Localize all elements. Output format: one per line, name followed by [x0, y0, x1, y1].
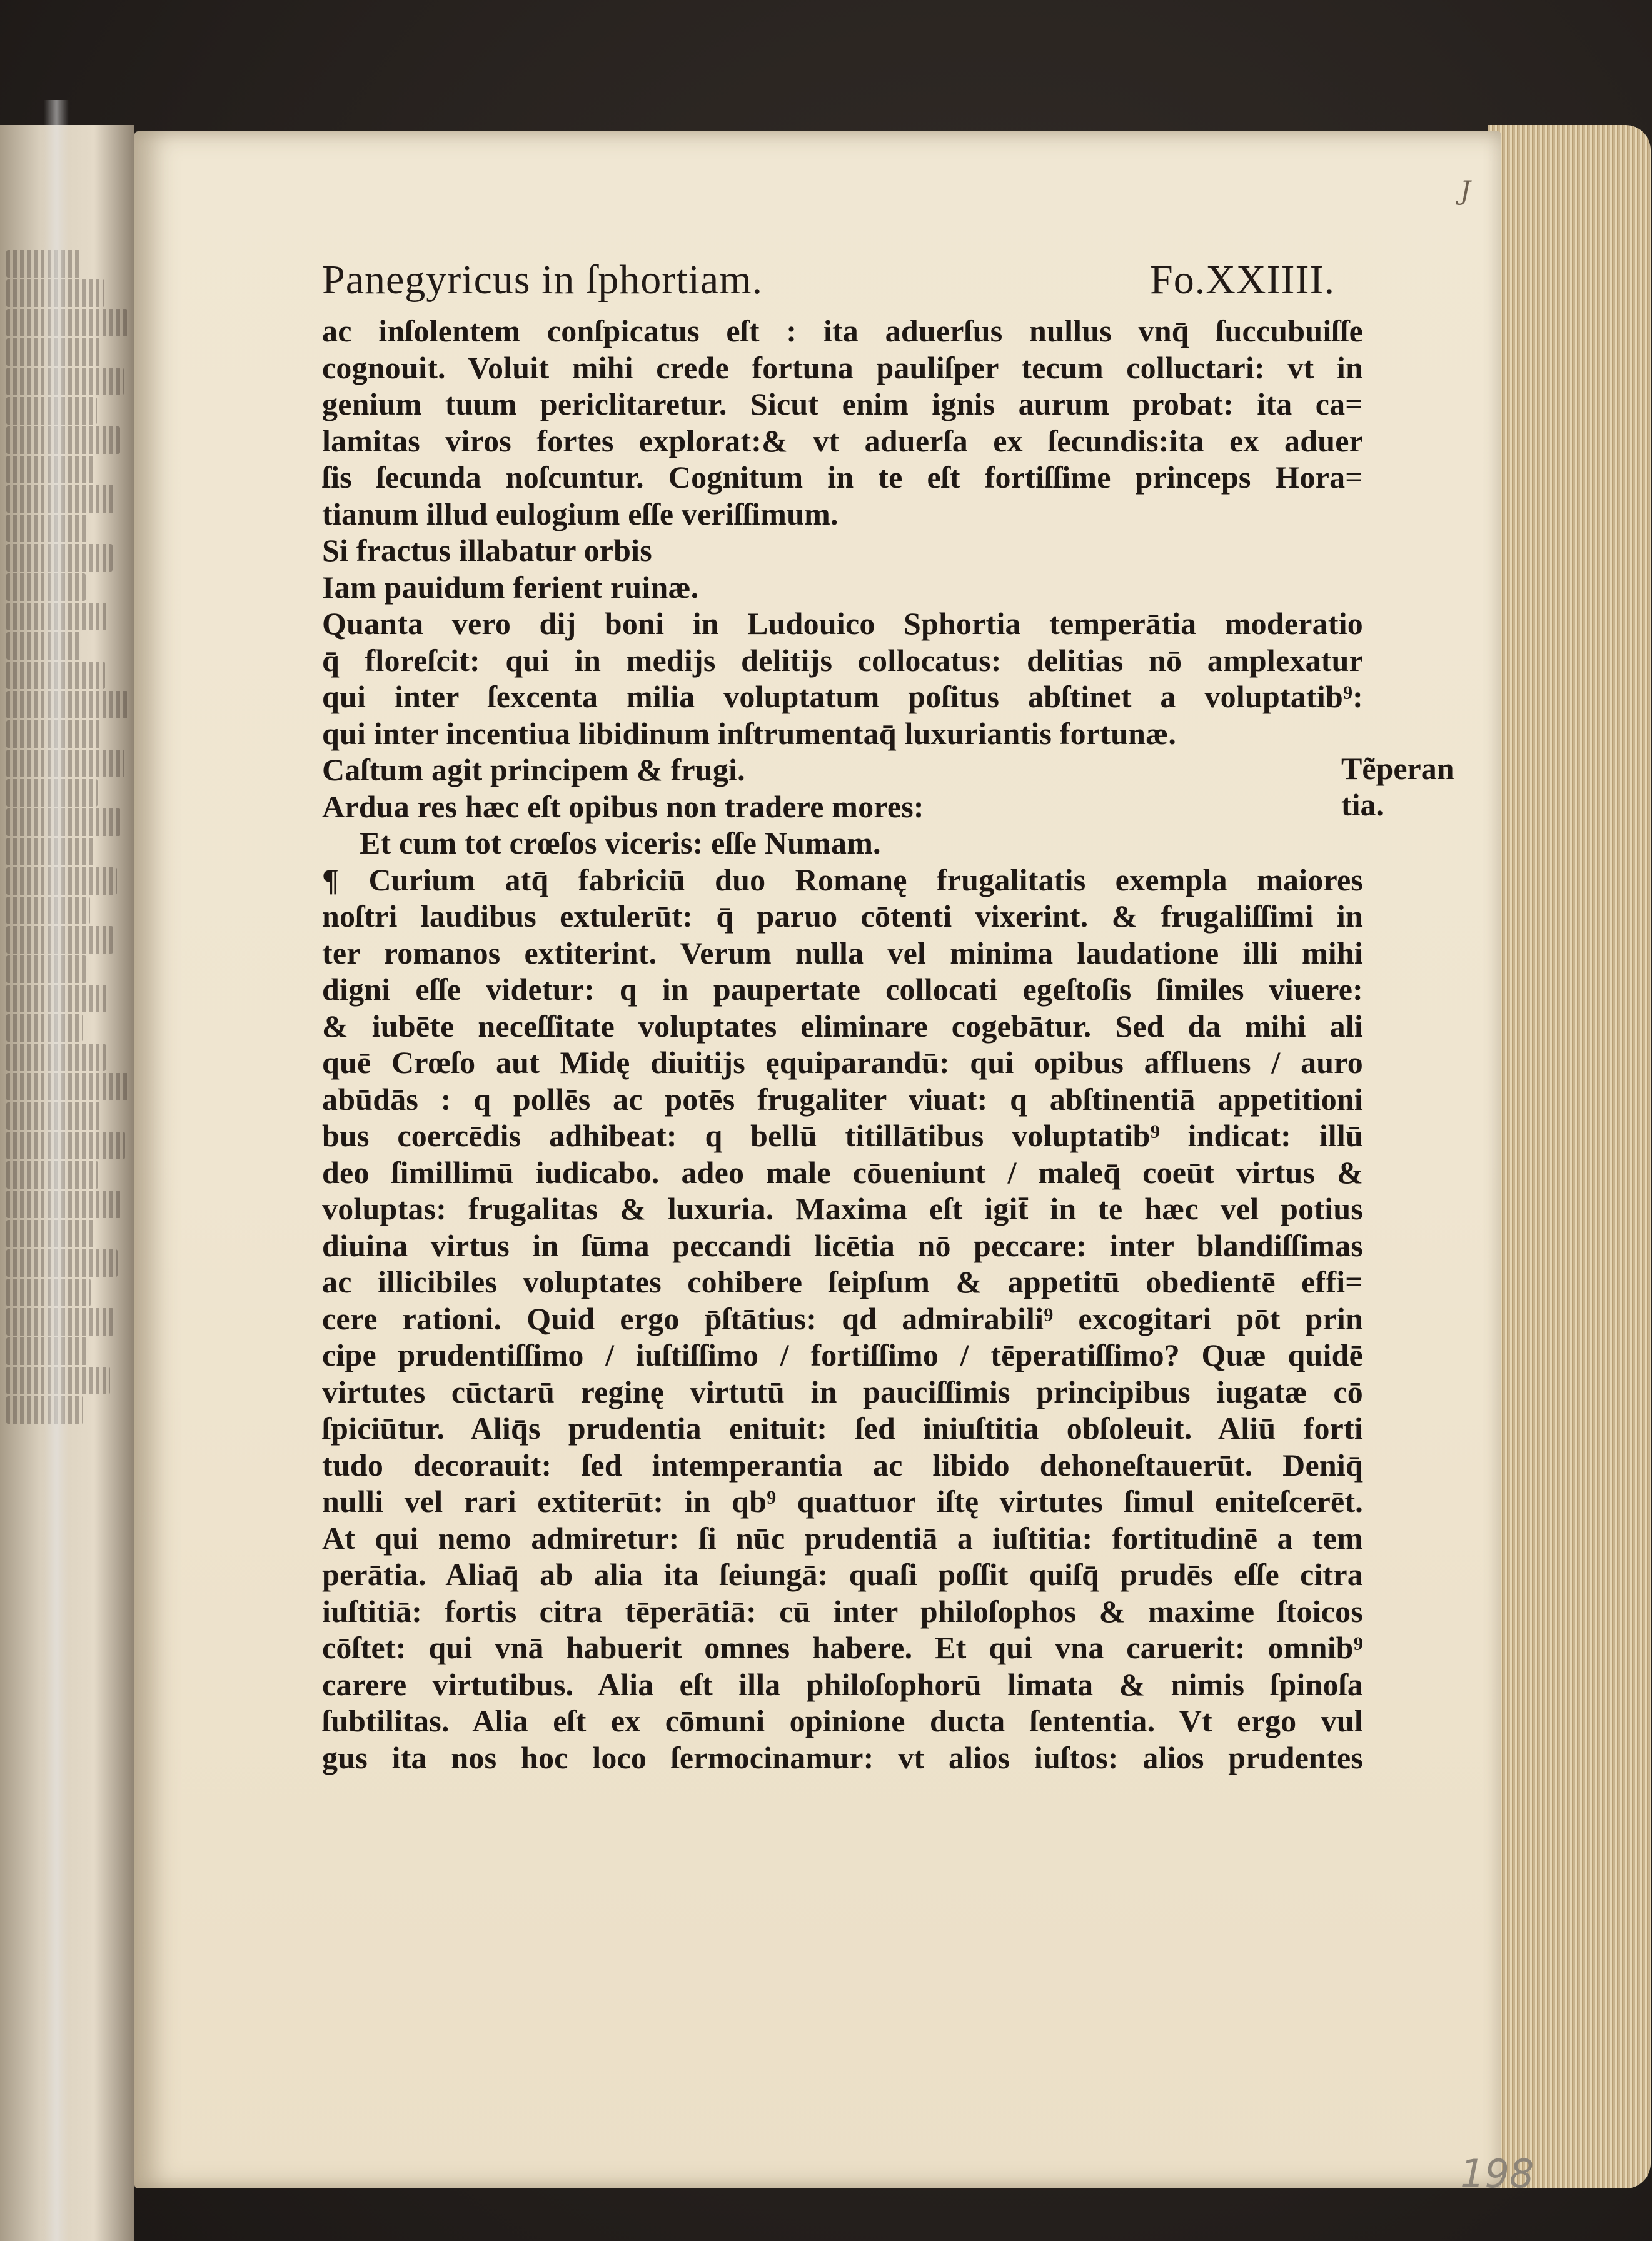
text-line: lamitas viros fortes explorat:& vt aduerſa ex ſecundis:ita ex aduer [322, 423, 1363, 458]
text-line: qui inter incentiua libidinum inſtrumentaq̄ luxuriantis fortunæ. [322, 715, 1177, 751]
text-line: abūdās : q pollēs ac potēs frugaliter viuat: q abſtinentiā appetitioni [322, 1081, 1363, 1117]
text-line: cipe prudentiſſimo / iuſtiſſimo / fortiſſimo / tēperatiſſimo? Quæ quidē [322, 1337, 1363, 1372]
body-text [322, 313, 1363, 1776]
page-edges [1488, 125, 1651, 2188]
corner-mark: J [1460, 175, 1471, 206]
text-line: At qui nemo admiretur: ſi nūc prudentiā a iuſtitia: fortitudinē a tem [322, 1520, 1363, 1556]
text-line: qui inter ſexcenta milia voluptatum poſitus abſtinet a voluptatib⁹: [322, 679, 1363, 714]
text-line: cōſtet: qui vnā habuerit omnes habere. Et qui vna caruerit: omnib⁹ [322, 1630, 1363, 1665]
text-line: cere rationi. Quid ergo p̄ſtātius: qd admirabili⁹ excogitari pōt prin [322, 1301, 1363, 1336]
text-line: & iubēte neceſſitate voluptates eliminare cogebātur. Sed da mihi ali [322, 1008, 1363, 1044]
text-line: Si fractus illabatur orbis [322, 533, 652, 568]
text-line: virtutes cūctarū reginę virtutū in pauciſſimis principibus iugatæ cō [322, 1374, 1363, 1409]
text-line: voluptas: frugalitas & luxuria. Maxima eſt igit̄ in te hæc vel potius [322, 1191, 1363, 1226]
text-line: Quanta vero dij boni in Ludouico Sphortia temperātia moderatio [322, 606, 1363, 641]
text-line: carere virtutibus. Alia eſt illa philoſophorū limata & nimis ſpinoſa [322, 1666, 1363, 1702]
marginal-note-line: tia. [1341, 787, 1384, 822]
running-head-title: Panegyricus in ſphortiam. [322, 257, 763, 303]
text-line: bus coercēdis adhibeat: q bellū titillātibus voluptatib⁹ indicat: illū [322, 1118, 1363, 1153]
running-head [322, 256, 1335, 304]
text-line: nulli vel rari extiterūt: in qb⁹ quattuor iſtę virtutes ſimul eniteſcerēt. [322, 1484, 1363, 1519]
text-line: iuſtitiā: fortis citra tēperātiā: cū inter philoſophos & maxime ſtoicos [322, 1593, 1363, 1629]
text-line: quē Crœſo aut Midę diuitijs ęquiparandū: qui opibus affluens / auro [322, 1045, 1363, 1080]
text-line: tianum illud eulogium eſſe veriſſimum. [322, 496, 839, 531]
text-line: q̄ floreſcit: qui in medijs delitijs collocatus: delitias nō amplexatur [322, 642, 1363, 678]
handwritten-folio-number: 198 [1460, 2151, 1534, 2197]
text-line: Et cum tot crœſos viceris: eſſe Numam. [360, 825, 881, 860]
text-line: diuina virtus in ſūma peccandi licētia nō peccare: inter blandiſſimas [322, 1227, 1363, 1263]
text-line: Caſtum agit principem & frugi. [322, 752, 745, 787]
text-line: Ardua res hæc eſt opibus non tradere mores: [322, 788, 924, 824]
text-line: digni eſſe videtur: q in paupertate collocati egeſtoſis ſimiles viuere: [322, 972, 1363, 1007]
text-line: ſpiciūtur. Aliq̄s prudentia enituit: ſed iniuſtitia obſoleuit. Aliū forti [322, 1411, 1363, 1446]
running-head-folio: Fo.XXIIII. [1150, 257, 1335, 303]
text-line: cognouit. Voluit mihi crede fortuna pauliſper tecum colluctari: vt in [322, 350, 1363, 385]
text-line: Iam pauidum ferient ruinæ. [322, 569, 699, 605]
text-line: ſubtilitas. Alia eſt ex cōmuni opinione ducta ſententia. Vt ergo vul [322, 1703, 1363, 1738]
book-clamp [44, 100, 69, 2241]
text-line: ac illicibiles voluptates cohibere ſeipſum & appetitū obedientē effi= [322, 1264, 1363, 1299]
text-line: gus ita nos hoc loco ſermocinamur: vt alios iuſtos: alios prudentes [322, 1740, 1363, 1775]
text-line: ſis ſecunda noſcuntur. Cognitum in te eſt fortiſſime princeps Hora= [322, 460, 1363, 495]
text-line: deo ſimillimū iudicabo. adeo male cōueniunt / maleq̄ coeūt virtus & [322, 1154, 1363, 1190]
text-line: ac inſolentem conſpicatus eſt : ita aduerſus nullus vnq̄ ſuccubuiſſe [322, 313, 1363, 348]
facing-page-text [6, 250, 131, 1426]
text-line: noſtri laudibus extulerūt: q̄ paruo cōtenti vixerint. & frugaliſſimi in [322, 899, 1363, 934]
marginal-note [1341, 750, 1454, 823]
book-page [134, 131, 1534, 2197]
text-line: ¶ Curium atq̄ fabriciū duo Romanę frugalitatis exempla maiores [322, 862, 1363, 897]
text-line: genium tuum periclitaretur. Sicut enim ignis aurum probat: ita ca= [322, 386, 1363, 421]
text-line: ter romanos extiterint. Verum nulla vel minima laudatione illi mihi [322, 935, 1363, 970]
text-line: tudo decorauit: ſed intemperantia ac libido dehoneſtauerūt. Deniq̄ [322, 1447, 1363, 1483]
text-line: perātia. Aliaq̄ ab alia ita ſeiungā: quaſi poſſit quiſq̄ prudēs eſſe citra [322, 1557, 1363, 1592]
marginal-note-line: Tẽperan [1341, 751, 1454, 786]
